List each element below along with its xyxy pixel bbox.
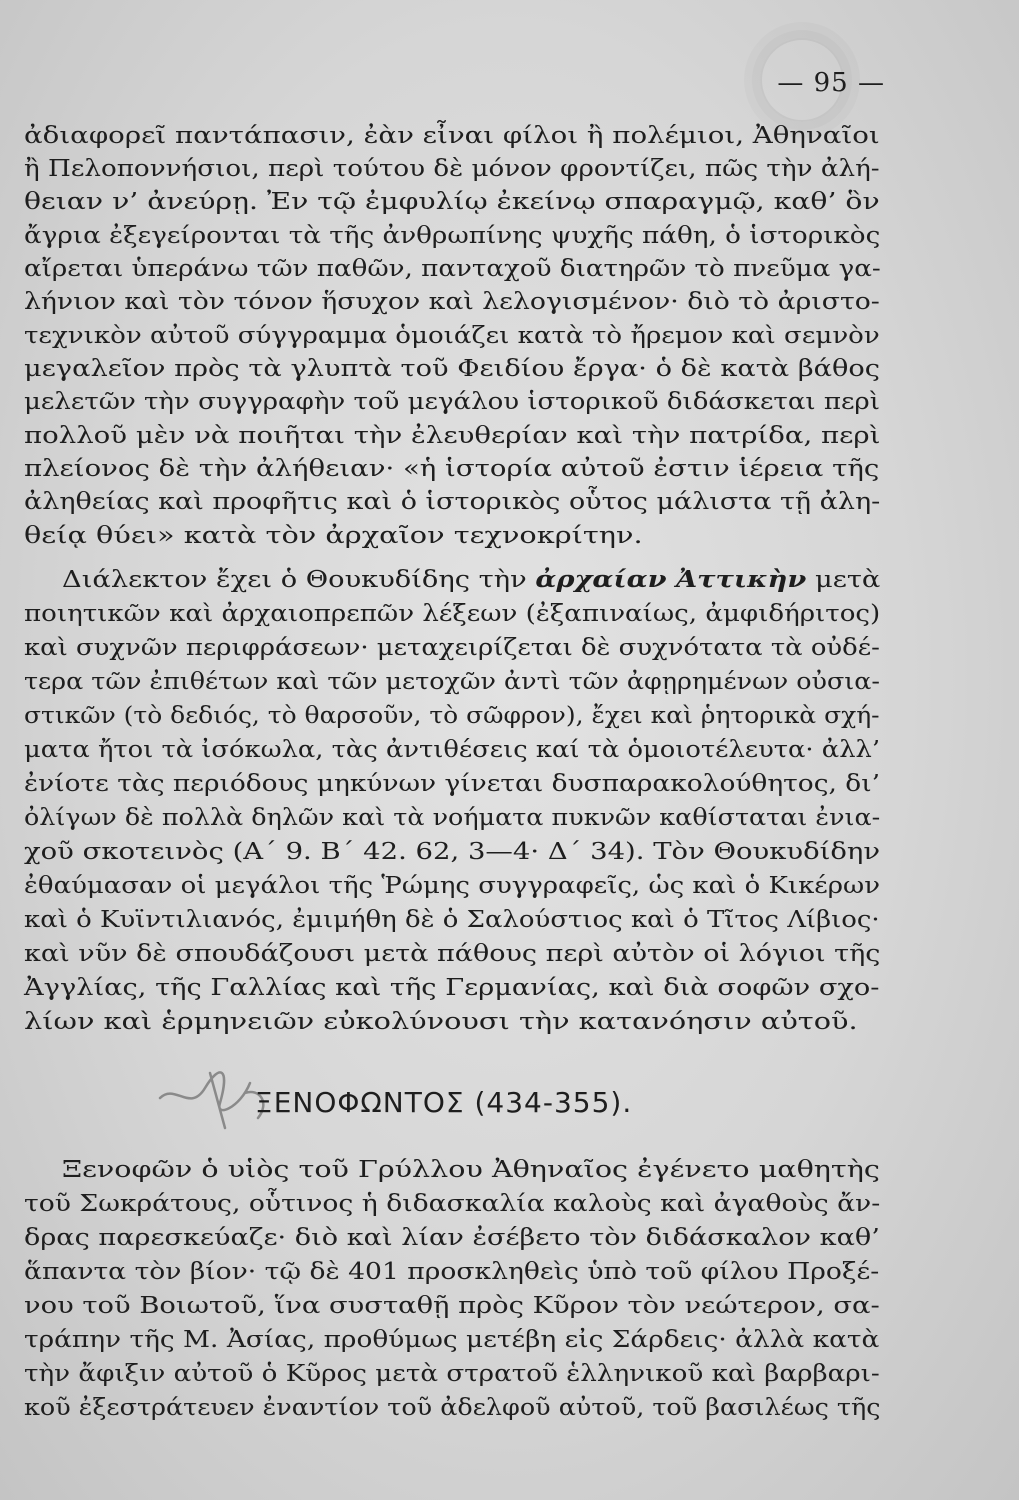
text-line: ματα ἤτοι τὰ ἰσόκωλα, τὰς ἀντιθέσεις καί τὰ ὁμοιοτέλευτα· ἀλλ’ [24,737,881,763]
text-line: χοῦ σκοτεινὸς (Α΄ 9. Β΄ 42. 62, 3—4· Δ΄ 34). Τὸν Θουκυδίδην [24,839,881,865]
text-line: μεγαλεῖον πρὸς τὰ γλυπτὰ τοῦ Φειδίου ἔργα· ὁ δὲ κατὰ βάθος [24,356,881,382]
text-line: θειαν ν’ ἀνεύρῃ. Ἐν τῷ ἐμφυλίῳ ἐκείνῳ σπαραγμῷ, καθ’ ὃν [24,189,880,215]
text-line: τὴν ἄφιξιν αὐτοῦ ὁ Κῦρος μετὰ στρατοῦ ἑλληνικοῦ καὶ βαρβαρι- [24,1361,880,1387]
text-line: μελετῶν τὴν συγγραφὴν τοῦ μεγάλου ἱστορικοῦ διδάσκεται περὶ [24,389,880,415]
section-heading: ΞΕΝΟΦΩΝΤΟΣ (434-355). [255,1086,633,1119]
text-line: κοῦ ἐξεστράτευεν ἐναντίον τοῦ ἀδελφοῦ αὐτοῦ, τοῦ βασιλέως τῆς [24,1395,881,1421]
text-line: στικῶν (τὸ δεδιός, τὸ θαρσοῦν, τὸ σῶφρον), ἔχει καὶ ῥητορικὰ σχή- [24,703,880,729]
text-span: Διάλεκτον ἔχει ὁ Θουκυδίδης τὴν [62,567,527,593]
text-line: τεχνικὸν αὐτοῦ σύγγραμμα ὁμοιάζει κατὰ τὸ ἤρεμον καὶ σεμνὸν [24,323,880,349]
text-line: πολλοῦ μὲν νὰ ποιῆται τὴν ἐλευθερίαν καὶ τὴν πατρίδα, περὶ [24,423,881,449]
text-line: λήνιον καὶ τὸν τόνον ἥσυχον καὶ λελογισμένον· διὸ τὸ ἀριστο- [24,289,880,315]
text-line: ὀλίγων δὲ πολλὰ δηλῶν καὶ τὰ νοήματα πυκνῶν καθίσταται ἐνια- [24,805,881,831]
text-line: δρας παρεσκεύαζε· διὸ καὶ λίαν ἐσέβετο τὸν διδάσκαλον καθ’ [24,1225,880,1251]
emphasized-term: ἀρχαίαν Ἀττικὴν [535,566,807,593]
text-line: λίων καὶ ἑρμηνειῶν εὐκολύνουσι τὴν κατανόησιν αὐτοῦ. [24,1009,858,1035]
text-line: Ξενοφῶν ὁ υἱὸς τοῦ Γρύλλου Ἀθηναῖος ἐγένετο μαθητὴς [62,1157,880,1183]
page-number: — 95 — [777,68,885,98]
text-line [62,565,880,595]
text-line: ἀληθείας καὶ προφῆτις καὶ ὁ ἱστορικὸς οὗτος μάλιστα τῇ ἀλη- [24,489,881,515]
text-line: ἐθαύμασαν οἱ μεγάλοι τῆς Ῥώμης συγγραφεῖς, ὡς καὶ ὁ Κικέρων [24,873,880,899]
text-line: τράπην τῆς Μ. Ἀσίας, προθύμως μετέβη εἰς Σάρδεις· ἀλλὰ κατὰ [24,1327,880,1353]
text-line: ἢ Πελοποννήσιοι, περὶ τούτου δὲ μόνον φροντίζει, πῶς τὴν ἀλή- [24,156,880,182]
text-line: Ἀγγλίας, τῆς Γαλλίας καὶ τῆς Γερμανίας, καὶ διὰ σοφῶν σχο- [24,975,880,1001]
text-line: ἅπαντα τὸν βίον· τῷ δὲ 401 προσκληθεὶς ὑπὸ τοῦ φίλου Προξέ- [24,1259,880,1285]
text-line: ἀδιαφορεῖ παντάπασιν, ἐὰν εἶναι φίλοι ἢ πολέμιοι, Ἀθηναῖοι [24,123,880,149]
text-line: τοῦ Σωκράτους, οὗτινος ἡ διδασκαλία καλοὺς καὶ ἀγαθοὺς ἄν- [24,1191,881,1217]
text-line: ἄγρια ἐξεγείρονται τὰ τῆς ἀνθρωπίνης ψυχῆς πάθη, ὁ ἱστορικὸς [24,223,881,249]
text-line: νου τοῦ Βοιωτοῦ, ἵνα συσταθῇ πρὸς Κῦρον τὸν νεώτερον, σα- [24,1293,880,1319]
text-line: ποιητικῶν καὶ ἀρχαιοπρεπῶν λέξεων (ἐξαπιναίως, ἀμφιδήριτος) [24,601,881,627]
text-line: τερα τῶν ἐπιθέτων καὶ τῶν μετοχῶν ἀντὶ τῶν ἀφῃρημένων οὐσια- [24,669,880,695]
text-line: καὶ συχνῶν περιφράσεων· μεταχειρίζεται δὲ συχνότατα τὰ οὐδέ- [24,635,880,661]
text-line: καὶ ὁ Κυϊντιλιανός, ἐμιμήθη δὲ ὁ Σαλούστιος καὶ ὁ Τῖτος Λίβιος· [24,907,880,933]
text-line: αἴρεται ὑπεράνω τῶν παθῶν, πανταχοῦ διατηρῶν τὸ πνεῦμα γα- [24,256,881,282]
text-line: πλείονος δὲ τὴν ἀλήθειαν· «ἡ ἱστορία αὐτοῦ ἐστιν ἱέρεια τῆς [24,456,880,482]
text-span: μετὰ [814,567,881,593]
text-line: ἐνίοτε τὰς περιόδους μηκύνων γίνεται δυσπαρακολούθητος, δι’ [24,771,880,797]
text-line: θείᾳ θύει» κατὰ τὸν ἀρχαῖον τεχνοκρίτην. [24,523,643,549]
text-line: καὶ νῦν δὲ σπουδάζουσι μετὰ πάθους περὶ αὐτὸν οἱ λόγιοι τῆς [24,941,881,967]
